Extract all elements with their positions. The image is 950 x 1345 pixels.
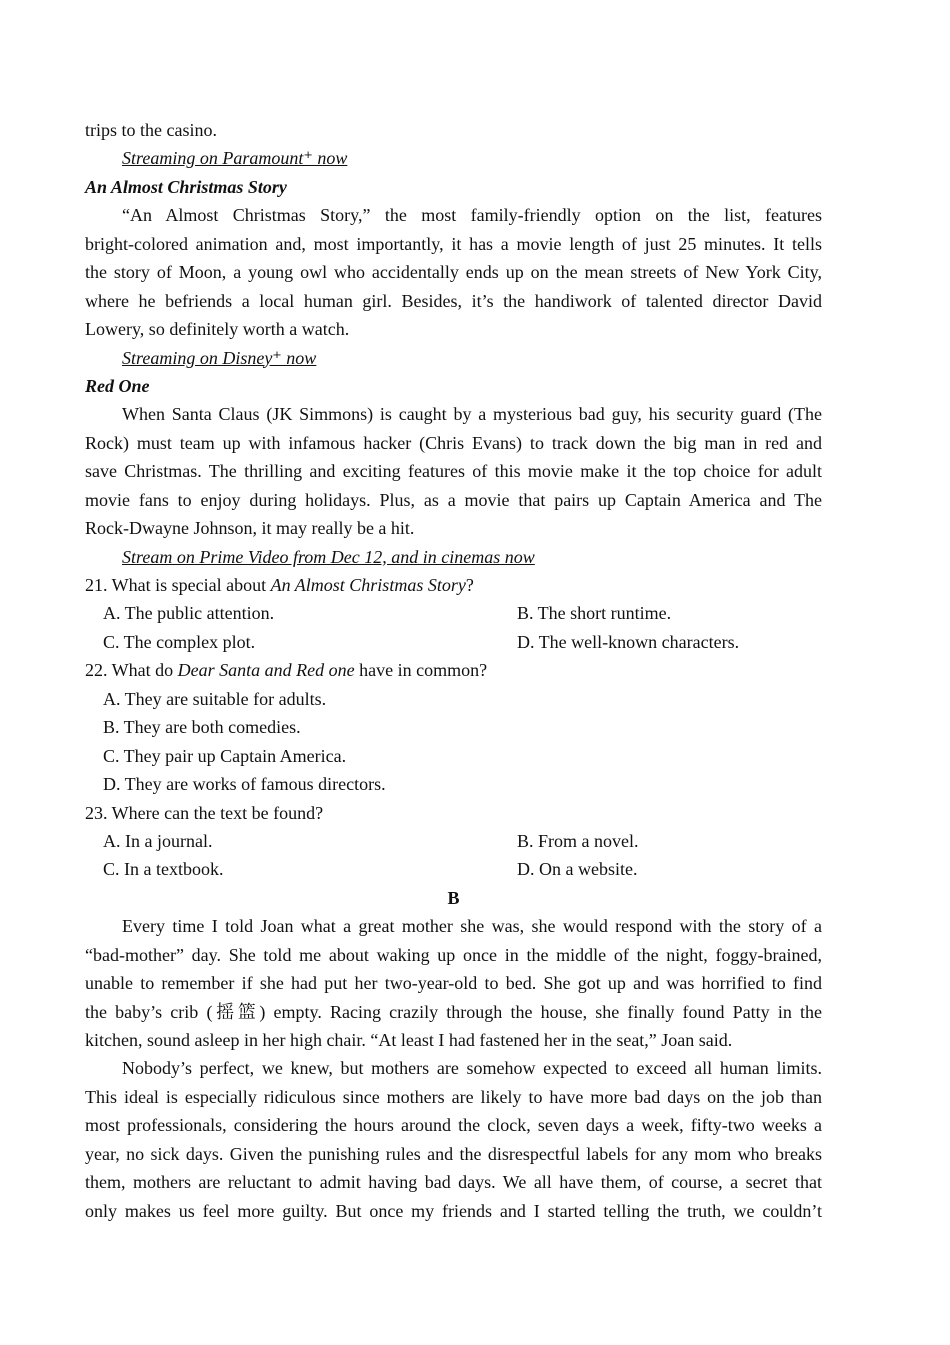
passage-text: trips to the casino.: [85, 120, 217, 140]
passage-line: unable to remember if she had put her two-year-old to bed. She got up and was horrified to find: [85, 973, 822, 994]
option-b: B. From a novel.: [517, 830, 639, 851]
passage-line: year, no sick days. Given the punishing rules and the disrespectful labels for any mom who breaks: [85, 1143, 822, 1164]
passage-line: kitchen, sound asleep in her high chair. “At least I had fastened her in the seat,” Joan said.: [85, 1030, 733, 1050]
passage-line: “An Almost Christmas Story,” the most family-friendly option on the list, features: [122, 205, 822, 226]
passage-line: the baby’s crib (摇篮) empty. Racing crazily through the house, she finally found Patty in the: [85, 1001, 822, 1022]
passage-line: Lowery, so definitely worth a watch.: [85, 319, 350, 340]
passage-line: This ideal is especially ridiculous since mothers are likely to have more bad days on the job than: [85, 1086, 822, 1107]
movie-title: An Almost Christmas Story: [85, 176, 287, 197]
option-b: B. The short runtime.: [517, 603, 672, 624]
passage-line: “bad-mother” day. She told me about waking up once in the middle of the night, foggy-brained,: [85, 944, 822, 965]
movie-title: Red One: [85, 375, 150, 396]
options-row: [85, 742, 822, 770]
option-d: D. The well-known characters.: [517, 631, 740, 652]
option-a: A. The public attention.: [103, 603, 275, 624]
option-b: B. They are both comedies.: [103, 717, 301, 738]
passage-line: When Santa Claus (JK Simmons) is caught by a mysterious bad guy, his security guard (The: [122, 404, 822, 425]
question-text: 22. What do: [85, 660, 178, 681]
option-c: C. They pair up Captain America.: [103, 745, 347, 766]
options-row: [85, 855, 822, 883]
question-emphasis: An Almost Christmas Story: [270, 575, 466, 595]
question-21: [85, 571, 822, 599]
options-row: [85, 685, 822, 713]
passage-line: Every time I told Joan what a great mother she was, she would respond with the story of a: [122, 916, 822, 937]
passage-line: only makes us feel more guilty. But once my friends and I started telling the truth, we couldn’t: [85, 1200, 822, 1221]
option-d: D. They are works of famous directors.: [103, 774, 386, 795]
passage-line: the story of Moon, a young owl who accidentally ends up on the mean streets of New York City,: [85, 262, 822, 283]
question-text: 21. What is special about: [85, 575, 271, 595]
passage-line: most professionals, considering the hours around the clock, seven days a week, fifty-two weeks a: [85, 1115, 822, 1136]
passage-line: where he befriends a local human girl. Besides, it’s the handiwork of talented director David: [85, 290, 822, 311]
option-a: A. In a journal.: [103, 830, 213, 851]
options-row: [85, 827, 822, 855]
streaming-source: Streaming on Paramount⁺ now: [122, 148, 348, 169]
options-row: [85, 713, 822, 741]
passage-line: them, mothers are reluctant to admit having bad days. We all have them, of course, a secret that: [85, 1172, 822, 1193]
document-page: [85, 116, 822, 1225]
streaming-source: Streaming on Disney⁺ now: [122, 347, 317, 368]
passage-line: bright-colored animation and, most importantly, it has a movie length of just 25 minutes. It tells: [85, 233, 822, 254]
passage-line: movie fans to enjoy during holidays. Plus, as a movie that pairs up Captain America and The: [85, 489, 822, 510]
option-c: C. In a textbook.: [103, 859, 224, 880]
options-row: [85, 770, 822, 798]
option-d: D. On a website.: [517, 859, 638, 880]
question-emphasis: Dear Santa and Red one: [177, 660, 355, 681]
section-heading: B: [447, 887, 460, 908]
question-text: ?: [465, 575, 474, 595]
passage-line: Rock-Dwayne Johnson, it may really be a hit.: [85, 518, 415, 539]
question-23: 23. Where can the text be found?: [85, 802, 324, 823]
question-text: have in common?: [354, 660, 488, 681]
options-row: [85, 628, 822, 656]
passage-line: Nobody’s perfect, we knew, but mothers are somehow expected to exceed all human limits.: [122, 1058, 822, 1079]
option-a: A. They are suitable for adults.: [103, 688, 327, 709]
option-c: C. The complex plot.: [103, 631, 256, 652]
question-22: [85, 656, 822, 684]
options-row: [85, 599, 822, 627]
passage-line: save Christmas. The thrilling and exciting features of this movie make it the top choice for adult: [85, 461, 822, 482]
streaming-source: Stream on Prime Video from Dec 12, and in cinemas now: [122, 546, 535, 567]
passage-line: Rock) must team up with infamous hacker (Chris Evans) to track down the big man in red and: [85, 432, 822, 453]
